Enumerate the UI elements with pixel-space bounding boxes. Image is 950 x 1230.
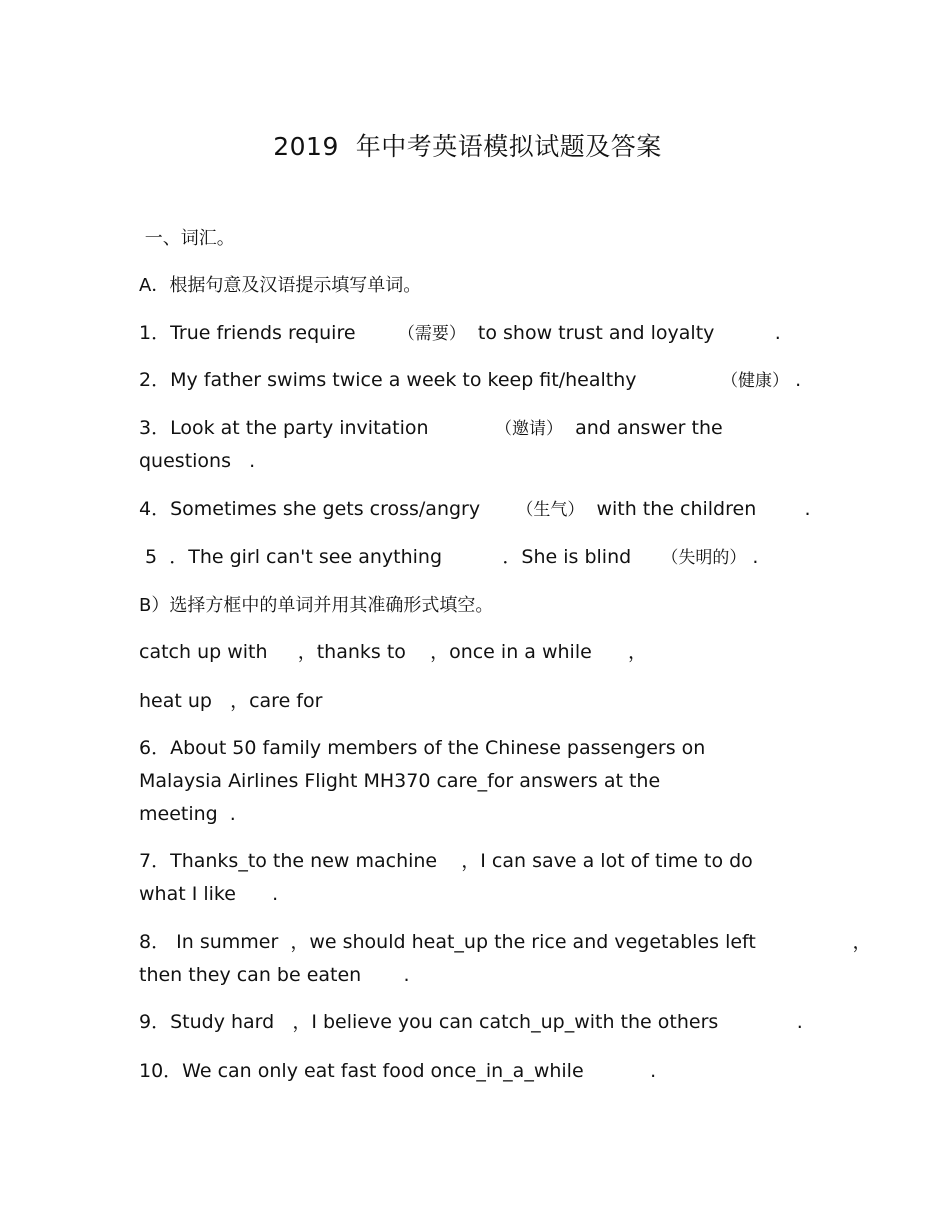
question-9: 9．Study hard ，I believe you can catch_up_with the others .	[139, 1011, 803, 1033]
question-6-line-3: meeting .	[139, 803, 236, 825]
question-5-text: 5 ．The girl can't see anything ．She is blind	[139, 546, 662, 568]
section-heading-vocabulary: 一、词汇。	[139, 228, 235, 249]
question-1-rest: to show trust and loyalty .	[465, 322, 781, 344]
question-2-rest: .	[789, 369, 802, 391]
question-2	[139, 364, 801, 398]
question-1-hint: （需要）	[397, 324, 466, 344]
word-options-line-1: catch up with ，thanks to ，once in a while ，	[139, 641, 648, 663]
question-6-line-1: 6．About 50 family members of the Chinese passengers on	[139, 737, 706, 759]
question-7-line-2: what I like .	[139, 883, 279, 905]
question-3-line-2: questions .	[139, 450, 256, 472]
question-4-hint: （生气）	[516, 500, 585, 520]
question-8-line-1: 8． In summer ，we should heat_up the rice and vegetables left ，	[139, 931, 872, 953]
page-title: 2019 年中考英语模拟试题及答案	[273, 132, 662, 161]
question-4-text: 4．Sometimes she gets cross/angry	[139, 498, 517, 520]
question-7-line-1: 7．Thanks_to the new machine ，I can save a lot of time to do	[139, 850, 753, 872]
question-3-text: 3．Look at the party invitation	[139, 417, 495, 439]
question-2-hint: （健康）	[721, 371, 790, 391]
question-4-rest: with the children .	[584, 498, 811, 520]
question-10: 10．We can only eat fast food once_in_a_while .	[139, 1060, 657, 1082]
word-options-line-2: heat up ，care for	[139, 690, 323, 712]
question-6-line-2: Malaysia Airlines Flight MH370 care_for answers at the	[139, 770, 661, 792]
question-2-text: 2．My father swims twice a week to keep fit/healthy	[139, 369, 722, 391]
question-3-rest: and answer the	[563, 417, 723, 439]
part-a-instruction: A．根据句意及汉语提示填写单词。	[139, 275, 422, 296]
question-3-hint: （邀请）	[495, 419, 563, 439]
question-5-rest: .	[746, 546, 759, 568]
part-b-instruction: B）选择方框中的单词并用其准确形式填空。	[139, 595, 494, 616]
question-3	[139, 412, 723, 446]
question-1	[139, 317, 781, 351]
question-1-text: 1．True friends require	[139, 322, 398, 344]
question-5	[139, 541, 758, 575]
question-8-line-2: then they can be eaten .	[139, 964, 410, 986]
question-5-hint: （失明的）	[661, 548, 747, 568]
question-4	[139, 493, 811, 527]
